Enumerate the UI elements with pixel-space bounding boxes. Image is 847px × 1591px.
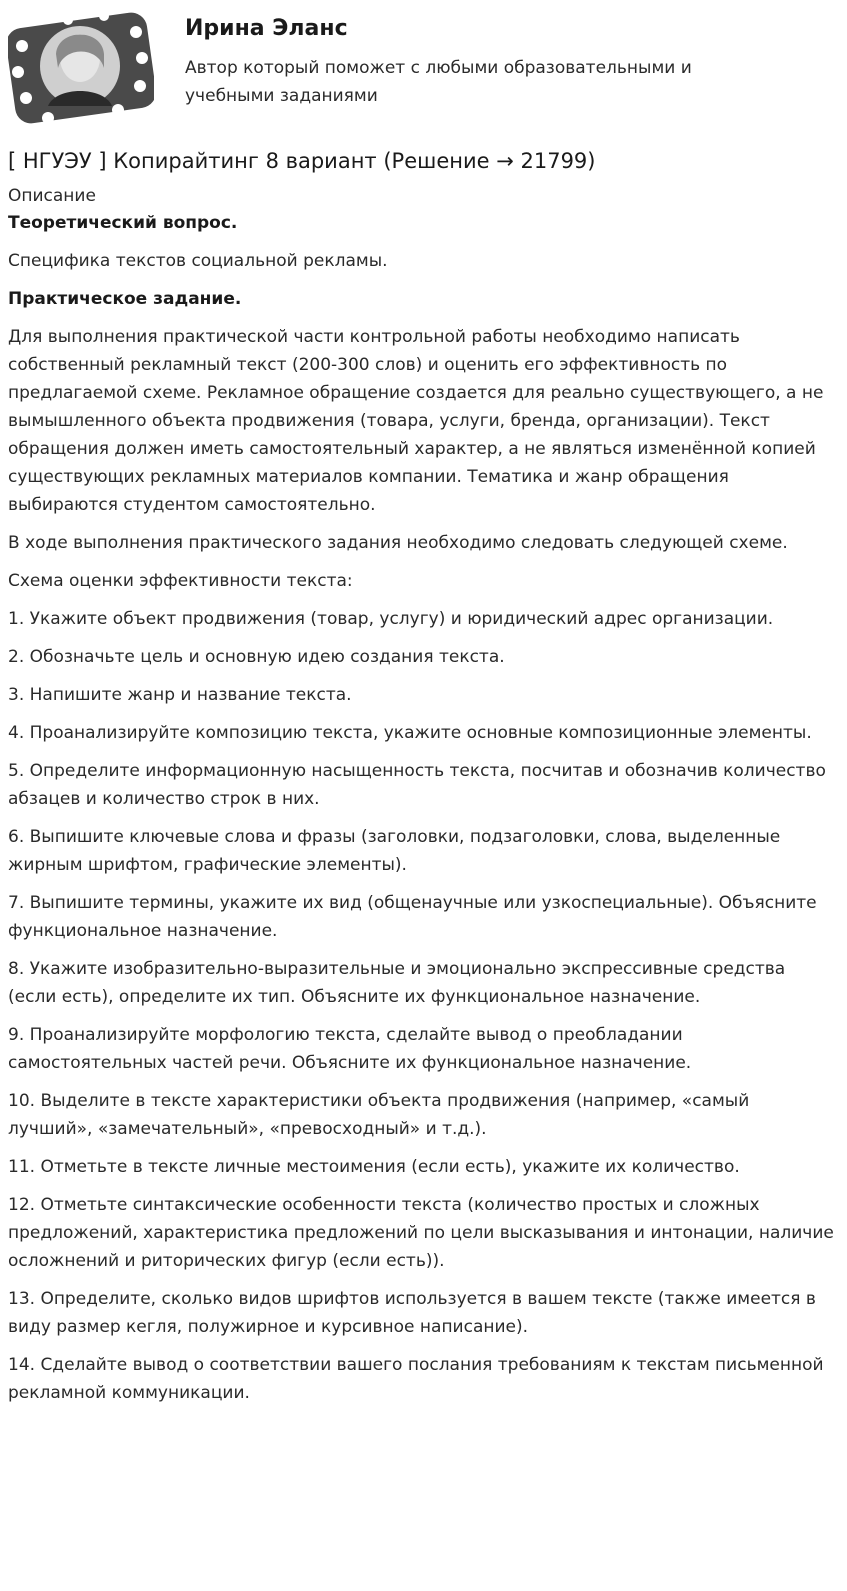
author-name[interactable]: Ирина Эланс bbox=[185, 16, 348, 41]
scheme-item: 11. Отметьте в тексте личные местоимения (если есть), укажите их количество. bbox=[8, 1157, 740, 1177]
description-paragraph: Специфика текстов социальной рекламы. bbox=[8, 251, 388, 271]
scheme-item: 2. Обозначьте цель и основную идею создания текста. bbox=[8, 647, 505, 667]
description-paragraph: Теоретический вопрос. bbox=[8, 213, 238, 233]
scheme-item: 4. Проанализируйте композицию текста, укажите основные композиционные элементы. bbox=[8, 723, 812, 743]
scheme-item: 7. Выпишите термины, укажите их вид (общенаучные или узкоспециальные). Объясните функциональное назначение. bbox=[8, 893, 817, 941]
scheme-item: 8. Укажите изобразительно-выразительные и эмоционально экспрессивные средства (если есть), определите их тип. Объясните их функциональное назначение. bbox=[8, 959, 786, 1007]
scheme-item: 5. Определите информационную насыщенность текста, посчитав и обозначив количество абзацев и количество строк в них. bbox=[8, 761, 826, 809]
author-description: Автор который поможет с любыми образовательными и учебными заданиями bbox=[185, 58, 692, 106]
scheme-item: 1. Укажите объект продвижения (товар, услугу) и юридический адрес организации. bbox=[8, 609, 774, 629]
scheme-item: 14. Сделайте вывод о соответствии вашего послания требованиям к текстам письменной рекламной коммуникации. bbox=[8, 1355, 824, 1403]
scheme-item: 10. Выделите в тексте характеристики объекта продвижения (например, «самый лучший», «замечательный», «превосходный» и т.д.). bbox=[8, 1091, 750, 1139]
description-paragraph: Схема оценки эффективности текста: bbox=[8, 571, 353, 591]
scheme-item: 9. Проанализируйте морфологию текста, сделайте вывод о преобладании самостоятельных частей речи. Объясните их функциональное назначение. bbox=[8, 1025, 692, 1073]
main-content bbox=[8, 145, 838, 1417]
description-body bbox=[8, 209, 838, 1407]
description-label: Описание bbox=[8, 186, 96, 206]
description-paragraph: В ходе выполнения практического задания необходимо следовать следующей схеме. bbox=[8, 533, 788, 553]
author-avatar bbox=[8, 6, 154, 128]
scheme-item: 6. Выпишите ключевые слова и фразы (заголовки, подзаголовки, слова, выделенные жирным шрифтом, графические элементы). bbox=[8, 827, 781, 875]
description-paragraph: Для выполнения практической части контрольной работы необходимо написать собственный рекламный текст (200-300 слов) и оценить его эффективность по предлагаемой схеме. Рекламное обращение создается для реально существующего, а не вымышленного объекта продвижения (товара, услуги, бренда, организации). Текст обращения должен иметь самостоятельный характер, а не являться изменённой копией существующих рекламных материалов компании. Тематика и жанр обращения выбираются студентом самостоятельно. bbox=[8, 327, 824, 515]
description-paragraph: Практическое задание. bbox=[8, 289, 242, 309]
page-title: [ НГУЭУ ] Копирайтинг 8 вариант (Решение → 21799) bbox=[8, 149, 596, 173]
scheme-item: 3. Напишите жанр и название текста. bbox=[8, 685, 352, 705]
author-card bbox=[8, 6, 838, 128]
scheme-item: 12. Отметьте синтаксические особенности текста (количество простых и сложных предложений, характеристика предложений по цели высказывания и интонации, наличие осложнений и риторических фигур (если есть)). bbox=[8, 1195, 834, 1271]
scheme-item: 13. Определите, сколько видов шрифтов используется в вашем тексте (также имеется в виду размер кегля, полужирное и курсивное написание). bbox=[8, 1289, 816, 1337]
